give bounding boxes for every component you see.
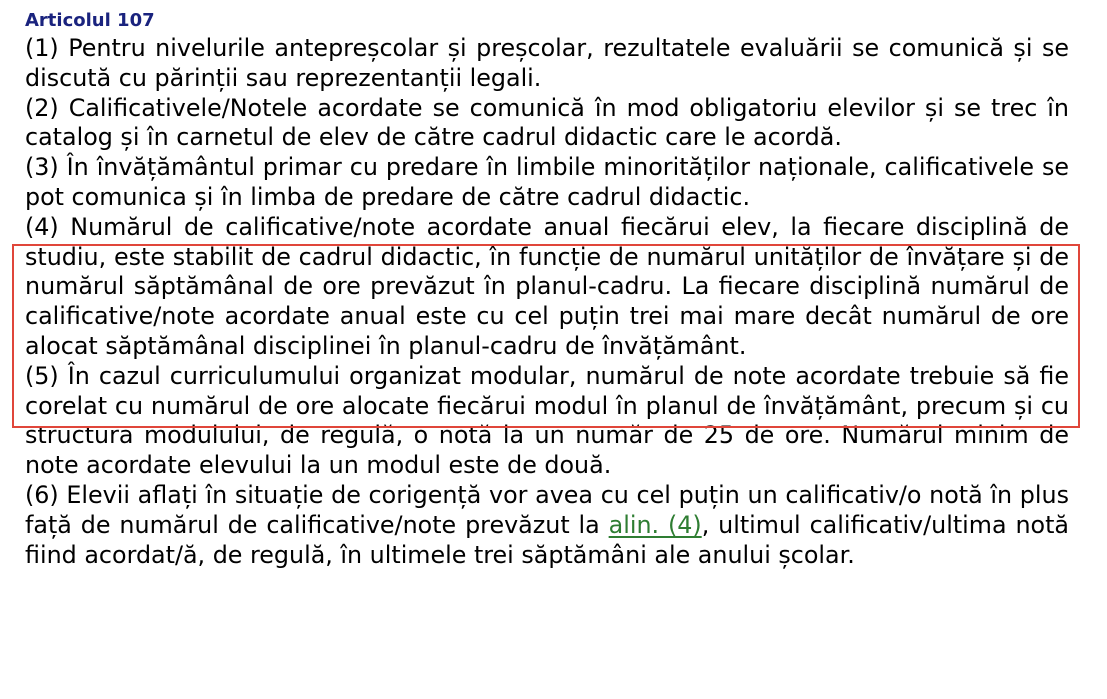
alin-4-reference-link[interactable]: alin. (4) xyxy=(608,510,702,539)
paragraph-6 xyxy=(25,481,1069,570)
paragraph-3: (3) În învățământul primar cu predare în limbile minorităților naționale, calificativele se pot comunica și în limba de predare de către cadrul didactic. xyxy=(25,153,1069,211)
paragraph-6-text-start: (6) Elevii aflați în situație de corigență vor avea cu cel puțin un calificativ/o notă în plus față de numărul de calificative/note prevăzut la xyxy=(25,480,1069,539)
article-document xyxy=(25,8,1069,570)
article-title: Articolul 107 xyxy=(25,10,155,31)
paragraph-4: (4) Numărul de calificative/note acordate anual fiecărui elev, la fiecare disciplină de studiu, este stabilit de cadrul didactic, în funcție de numărul unităților de învățare și de numărul săptămânal de ore prevăzut în planul-cadru. La fiecare disciplină numărul de calificative/note acordate anual este cu cel puțin trei mai mare decât numărul de ore alocat săptămânal disciplinei în planul-cadru de învățământ. xyxy=(25,212,1069,360)
paragraph-6-text-end: , ultimul calificativ/ultima notă fiind acordat/ă, de regulă, în ultimele trei săptămâni ale anului școlar. xyxy=(25,510,1069,569)
paragraph-1: (1) Pentru nivelurile antepreșcolar și preșcolar, rezultatele evaluării se comunică și se discută cu părinții sau reprezentanții legali. xyxy=(25,34,1069,92)
paragraph-2: (2) Calificativele/Notele acordate se comunică în mod obligatoriu elevilor și se trec în catalog și în carnetul de elev de către cadrul didactic care le acordă. xyxy=(25,93,1069,152)
paragraph-5: (5) În cazul curriculumului organizat modular, numărul de note acordate trebuie să fie corelat cu numărul de ore alocate fiecărui modul în planul de învățământ, precum și cu structura modulului, de regulă, o notă la un număr de 25 de ore. Numărul minim de note acordate elevului la un modul este de două. xyxy=(25,361,1069,480)
